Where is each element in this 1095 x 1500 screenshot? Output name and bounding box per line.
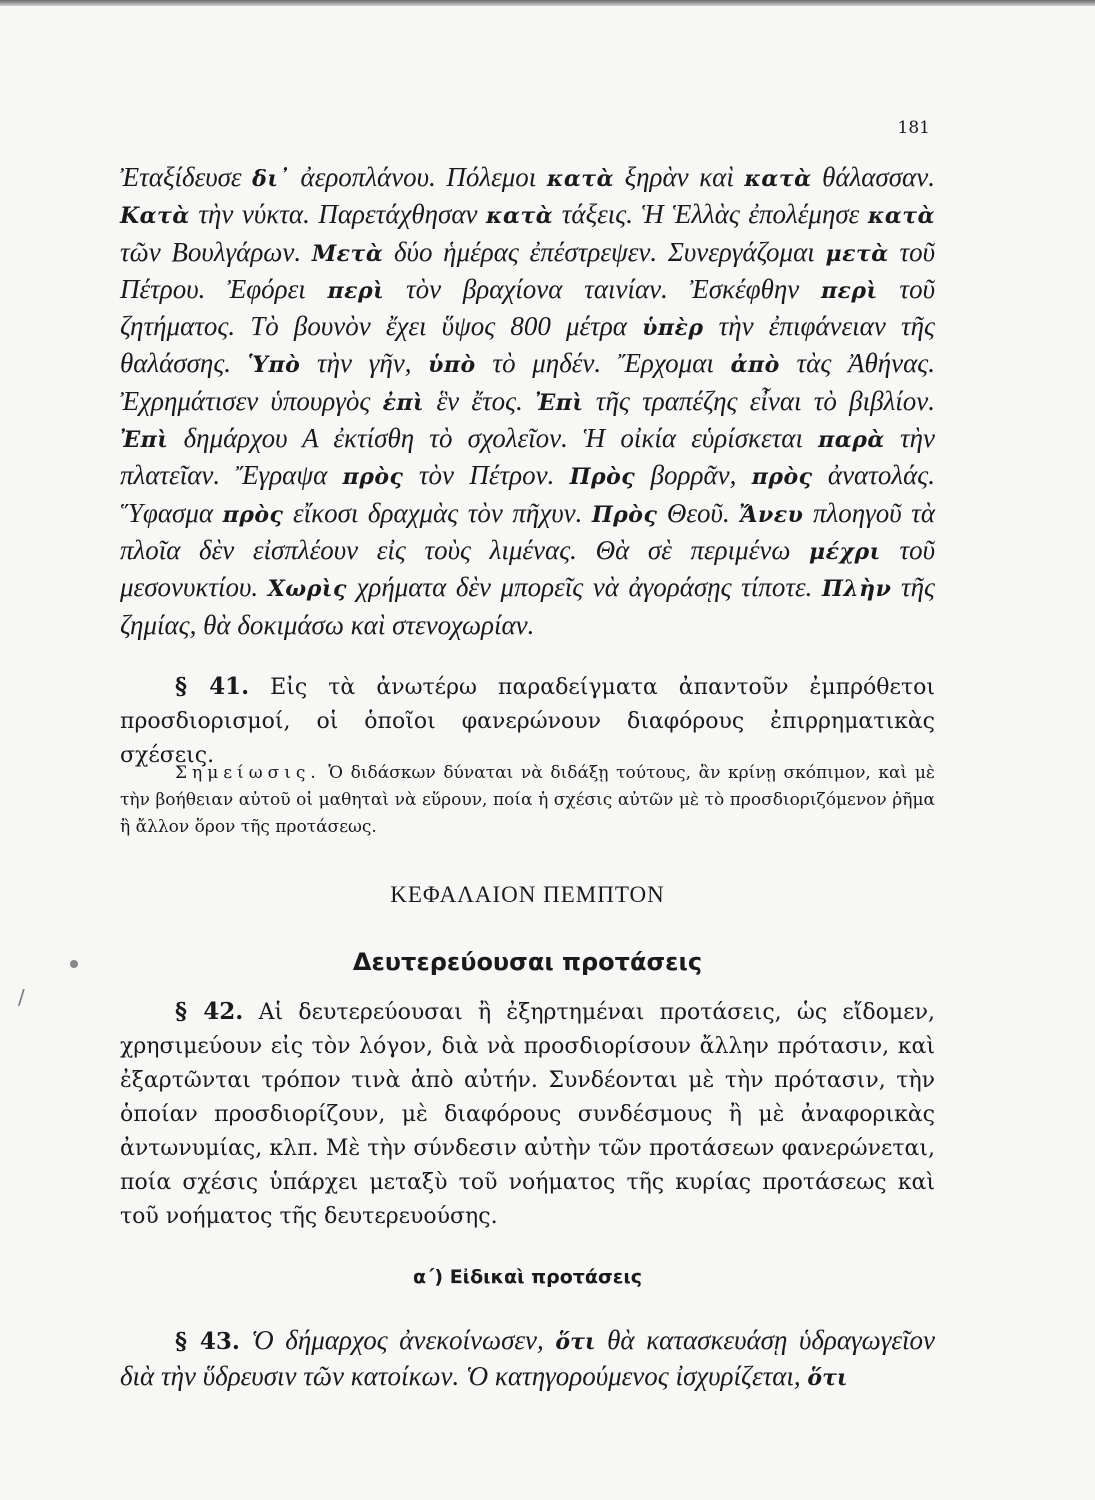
example-text: εἴκοσι δραχμὰς τὸν πῆχυν. [283, 497, 592, 528]
preposition-bold: Πρὸς [569, 464, 636, 491]
example-text: θάλασσαν. [811, 162, 935, 192]
preposition-bold: πρὸς [751, 464, 813, 491]
section-43-paragraph [120, 1323, 935, 1395]
note-label: Σημείωσις. [175, 763, 321, 783]
example-text: Ἐταξίδευσε [120, 162, 253, 192]
example-text: τὸ μηδέν. Ἔρχομαι [475, 348, 731, 379]
example-text: τὸν Πέτρον. [403, 460, 570, 491]
example-text: τοῦ Πέτρου. Ἐφόρει [120, 236, 935, 304]
preposition-bold: κατὰ [486, 203, 554, 230]
preposition-bold: περὶ [820, 277, 878, 304]
section-41-paragraph [120, 670, 935, 773]
margin-stroke: / [18, 985, 25, 1009]
preposition-bold: Μετὰ [311, 240, 384, 267]
preposition-bold: Ἐπὶ [535, 389, 584, 416]
example-text: τῆς ζημίας, θὰ δοκιμάσω καὶ στενοχωρίαν. [120, 572, 935, 640]
example-text: ἀνατολάς. Ὕφασμα [120, 460, 935, 528]
chapter-title: ΚΕΦΑΛΑΙΟΝ ΠΕΜΠΤΟΝ [390, 882, 665, 907]
preposition-bold: δι᾿ [252, 166, 290, 192]
example-text: βορρᾶν, [635, 460, 752, 491]
section-number: § 41. [175, 673, 250, 700]
margin-mark [70, 960, 78, 968]
section-43-text-2: θὰ κατασκευάσῃ ὑδραγωγεῖον διὰ τὴν ὕδρευσιν τῶν κατοίκων. Ὁ κατηγορούμενος ἰσχυρίζεται, [120, 1325, 935, 1391]
example-text: τὴν γῆν, [300, 348, 429, 379]
note-text: Ὁ διδάσκων δύναται νὰ διδάξῃ τούτους, ἂν κρίνῃ σκόπιμον, καὶ μὲ τὴν βοήθειαν αὐτοῦ οἱ μαθηταὶ νὰ εὕρουν, ποία ἡ σχέσις αὐτῶν μὲ τὸ προσδιοριζόμενον ῥῆμα ἢ ἄλλον ὅρον τῆς προτάσεως. [120, 763, 935, 837]
example-text: τὰς Ἀθήνας. Ἐχρημάτισεν ὑπουργὸς [120, 348, 935, 416]
example-text: τοῦ ζητήματος. Τὸ βουνὸν ἔχει ὕψος 800 μέτρα [120, 273, 935, 342]
example-text: πλοηγοῦ τὰ πλοῖα δὲν εἰσπλέουν εἰς τοὺς λιμένας. Θὰ σὲ περιμένω [120, 497, 936, 565]
preposition-bold: κατὰ [546, 166, 614, 192]
conjunction-oti: ὅτι [807, 1365, 848, 1391]
examples-paragraph [120, 160, 935, 643]
preposition-bold: κατὰ [744, 166, 812, 192]
section-number: § 42. [175, 998, 244, 1025]
preposition-bold: Ὑπὸ [247, 352, 301, 379]
preposition-bold: Χωρὶς [267, 576, 347, 603]
preposition-bold: μέχρι [809, 538, 881, 565]
example-text: Θεοῦ. [657, 497, 740, 528]
section-42-paragraph [120, 995, 935, 1234]
example-text: τοῦ μεσονυκτίου. [120, 534, 935, 603]
preposition-bold: Πλὴν [821, 576, 892, 603]
preposition-bold: πρὸς [222, 501, 284, 528]
section-number: § 43. [175, 1328, 240, 1355]
example-text: τὴν πλατεῖαν. Ἔγραψα [120, 423, 935, 491]
preposition-bold: Κατὰ [120, 203, 190, 230]
example-text: ξηρὰν καὶ [614, 162, 745, 192]
example-text: δημάρχου Α ἐκτίσθη τὸ σχολεῖον. Ἡ οἰκία εὑρίσκεται [168, 423, 819, 454]
example-text: δύο ἡμέρας ἐπέστρεψεν. Συνεργάζομαι [383, 236, 826, 267]
note-paragraph [120, 760, 935, 841]
example-text: τὸν βραχίονα ταινίαν. Ἐσκέφθην [384, 273, 821, 304]
example-text: τάξεις. Ἡ Ἑλλὰς ἐπολέμησε [553, 199, 868, 230]
example-text: τὴν ἐπιφάνειαν τῆς θαλάσσης. [120, 311, 935, 379]
preposition-bold: πρὸς [342, 464, 404, 491]
example-text: τὴν νύκτα. Παρετάχθησαν [189, 199, 487, 230]
page-number: 181 [897, 118, 930, 138]
preposition-bold: μετὰ [825, 240, 889, 267]
preposition-bold: Ἐπὶ [120, 427, 169, 454]
preposition-bold: ὑπὸ [428, 352, 476, 379]
preposition-bold: ἀπὸ [730, 352, 780, 379]
section-41-text: Εἰς τὰ ἀνωτέρω παραδείγματα ἀπαντοῦν ἐμπρόθετοι προσδιορισμοί, οἱ ὁποῖοι φανερώνουν διαφόρους ἐπιρρηματικὰς σχέσεις. [120, 675, 935, 768]
preposition-bold: περὶ [327, 277, 385, 304]
example-text: τῆς τραπέζης εἶναι τὸ βιβλίον. [583, 385, 935, 416]
conjunction-oti: ὅτι [555, 1329, 596, 1355]
example-text: ἀεροπλάνου. Πόλεμοι [289, 162, 547, 192]
preposition-bold: ἐπὶ [382, 389, 425, 416]
preposition-bold: Ἄνευ [739, 501, 804, 528]
section-title: Δευτερεύουσαι προτάσεις [352, 948, 703, 976]
preposition-bold: ὑπὲρ [642, 315, 704, 342]
preposition-bold: Πρὸς [591, 501, 658, 528]
section-42-text: Αἱ δευτερεύουσαι ἢ ἐξηρτημέναι προτάσεις, ὡς εἴδομεν, χρησιμεύουν εἰς τὸν λόγον, διὰ νὰ προσδιορίσουν ἄλλην πρότασιν, καὶ ἐξαρτῶνται τρόπον τινὰ ἀπὸ αὐτήν. Συνδέονται μὲ τὴν πρότασιν, τὴν ὁποίαν προσδιορίζουν, μὲ διαφόρους συνδέσμους ἢ μὲ ἀναφορικὰς ἀντωνυμίας, κλπ. Μὲ τὴν σύνδεσιν αὐτὴν τῶν προτάσεων φανερώνεται, ποία σχέσις ὑπάρχει μεταξὺ τοῦ νοήματος τῆς κυρίας προτάσεως καὶ τοῦ νοήματος τῆς δευτερευούσης. [120, 1000, 935, 1229]
section-43-text-1: Ὁ δήμαρχος ἀνεκοίνωσεν, [239, 1325, 556, 1355]
subsection-title: α΄) Εἰδικαὶ προτάσεις [412, 1266, 643, 1288]
preposition-bold: κατὰ [867, 203, 935, 230]
preposition-bold: παρὰ [818, 427, 885, 454]
example-text: χρήματα δὲν μπορεῖς νὰ ἀγοράσῃς τίποτε. [346, 572, 822, 603]
example-text: ἓν ἔτος. [424, 385, 536, 416]
example-text: τῶν Βουλγάρων. [120, 236, 312, 267]
scan-edge [0, 0, 1095, 6]
